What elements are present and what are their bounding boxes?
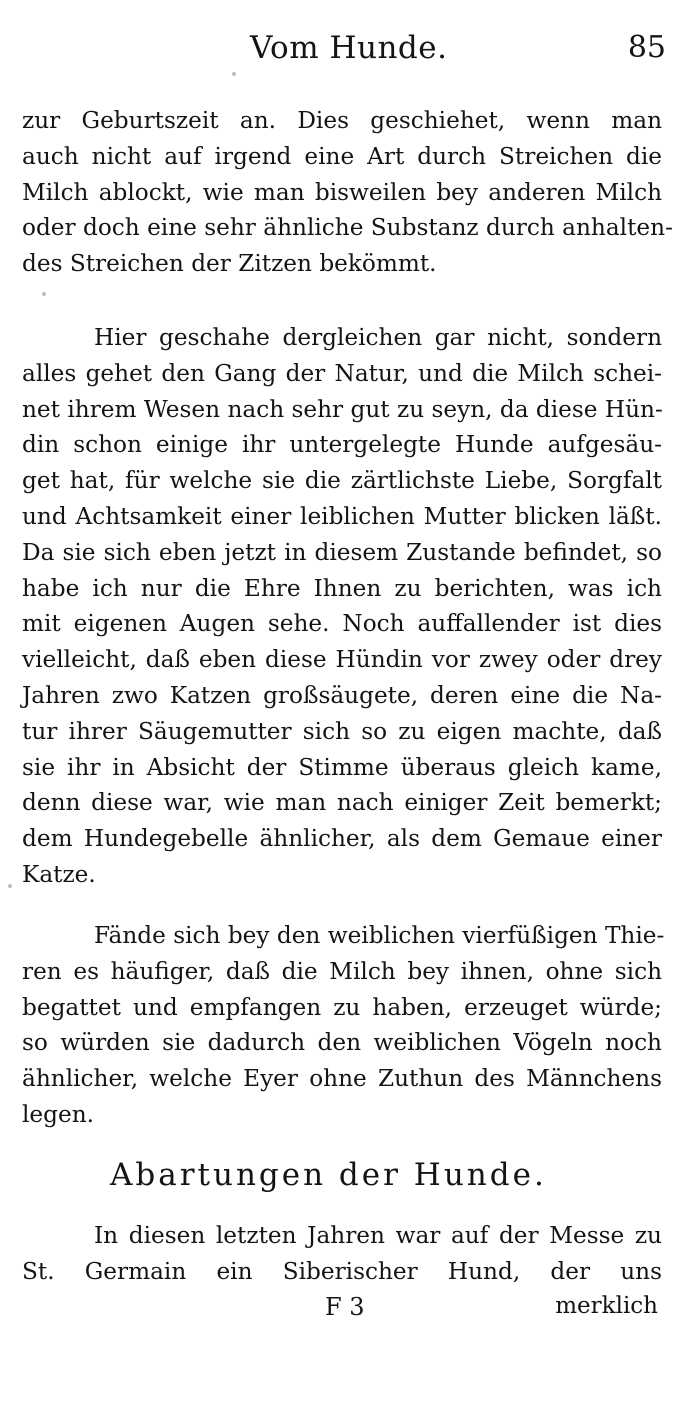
text-line: denn diese war, wie man nach einiger Zeit bemerkt; [22,789,662,817]
text-line: ren es häufiger, daß die Milch bey ihnen, ohne sich [22,957,662,985]
text-line: zur Geburtszeit an. Dies geschiehet, wenn man [22,107,662,134]
text-line: Jahren zwo Katzen großsäugete, deren eine die Na- [22,681,662,709]
text-line: mit eigenen Augen sehe. Noch auffallender ist dies [22,610,662,638]
text-line: In diesen letzten Jahren war auf der Messe zu [94,1222,662,1249]
text-line: begattet und empfangen zu haben, erzeuget würde; [22,993,662,1021]
text-line: Milch ablockt, wie man bisweilen bey anderen Milch [22,178,662,206]
text-line: dem Hundegebelle ähnlicher, als dem Gemaue einer [22,825,662,853]
text-line: oder doch eine sehr ähnliche Substanz durch anhalten- [22,214,673,242]
print-speck [42,292,46,296]
paragraph-1 [22,103,673,282]
paragraph-2 [22,320,662,893]
text-line: St. Germain ein Siberischer Hund, der uns [22,1257,662,1285]
print-speck [8,884,12,888]
text-line: sie ihr in Absicht der Stimme überaus gleich kame, [22,753,662,781]
running-head-title: Vom Hunde. [250,30,448,66]
section-heading: Abartungen der Hunde. [110,1157,547,1193]
text-line: Fände sich bey den weiblichen vierfüßigen Thie- [94,922,665,949]
paragraph-4 [22,1218,662,1290]
text-line: net ihrem Wesen nach sehr gut zu seyn, da diese Hün- [22,395,663,423]
text-line: legen. [22,1100,95,1128]
text-line: alles gehet den Gang der Natur, und die Milch schei- [22,359,662,387]
running-head [0,28,700,74]
page-number: 85 [627,30,666,65]
print-speck [232,72,236,76]
text-line: Da sie sich eben jetzt in diesem Zustande befindet, so [22,538,662,566]
text-line: ähnlicher, welche Eyer ohne Zuthun des Männchens [22,1065,662,1093]
text-line: Hier geschahe dergleichen gar nicht, sondern [94,324,662,351]
text-line: und Achtsamkeit einer leiblichen Mutter blicken läßt. [22,502,662,530]
catchword: merklich [555,1293,658,1319]
text-line: so würden sie dadurch den weiblichen Vögeln noch [22,1029,662,1057]
text-line: des Streichen der Zitzen bekömmt. [22,250,437,278]
text-line: habe ich nur die Ehre Ihnen zu berichten, was ich [22,574,662,602]
text-line: vielleicht, daß eben diese Hündin vor zwey oder drey [22,646,662,674]
text-line: auch nicht auf irgend eine Art durch Streichen die [22,142,662,170]
paragraph-3 [22,918,665,1133]
text-line: din schon einige ihr untergelegte Hunde aufgesäu- [22,431,662,459]
signature-mark: F 3 [325,1293,365,1321]
text-line: get hat, für welche sie die zärtlichste Liebe, Sorgfalt [22,467,662,495]
text-line: tur ihrer Säugemutter sich so zu eigen machte, daß [22,717,662,745]
text-line: Katze. [22,860,96,888]
